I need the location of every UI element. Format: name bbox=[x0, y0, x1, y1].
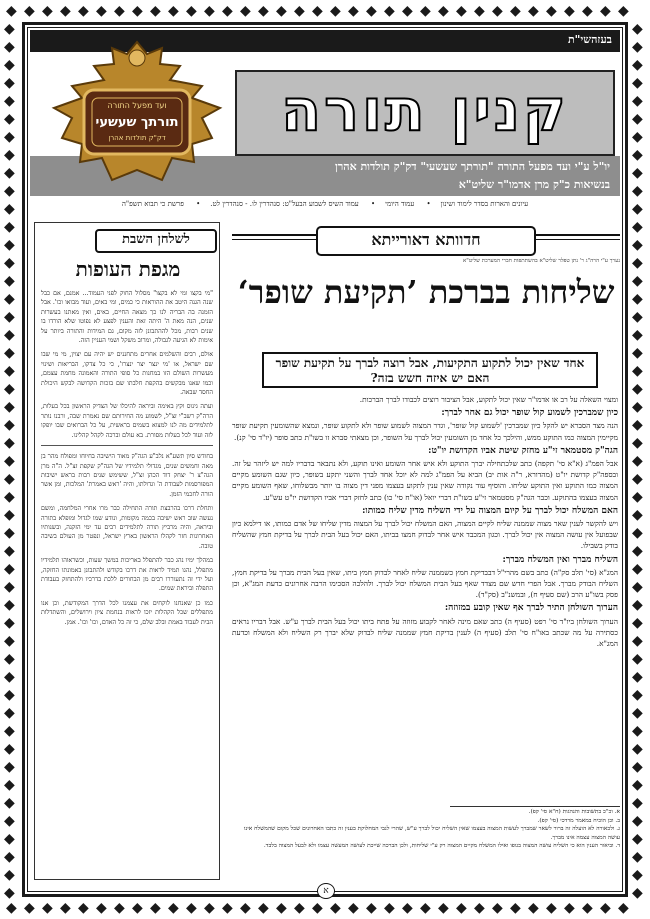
ornament-diamond: ◆ bbox=[96, 900, 107, 916]
section-heading: השליח מברך ואין המשלח מברך: bbox=[502, 554, 618, 565]
ornament-diamond: ◆ bbox=[632, 849, 643, 865]
section-heading: הגה"ק מסטמאר זי"ע מחזק שיטת אביו הקדושת יו"ט: bbox=[428, 445, 618, 456]
ornament-diamond: ◆ bbox=[474, 900, 485, 916]
ornament-diamond: ◆ bbox=[4, 687, 15, 703]
ornament-diamond: ◆ bbox=[632, 489, 643, 505]
ornament-diamond: ◆ bbox=[4, 147, 15, 163]
ornament-diamond: ◆ bbox=[402, 900, 413, 916]
crest-logo bbox=[42, 38, 232, 188]
ornament-diamond: ◆ bbox=[438, 900, 449, 916]
ornament-diamond: ◆ bbox=[4, 129, 15, 145]
ornament-diamond: ◆ bbox=[4, 597, 15, 613]
ornament-diamond: ◆ bbox=[4, 111, 15, 127]
sidebar-title: מגפת העופות bbox=[75, 257, 181, 281]
ornament-diamond: ◆ bbox=[312, 3, 323, 19]
ornament-diamond: ◆ bbox=[4, 705, 15, 721]
subtitle-line-1: יו"ל ע"י ועד מפעל התורה "תורתך שעשעי" דק"ק תולדות אהרן bbox=[335, 160, 610, 173]
ornament-diamond: ◆ bbox=[632, 507, 643, 523]
ornament-diamond: ◆ bbox=[632, 273, 643, 289]
logo-bottom-text: דק"ק תולדות אהרן bbox=[108, 134, 166, 142]
ornament-diamond: ◆ bbox=[632, 57, 643, 73]
sidebar-body bbox=[41, 289, 213, 873]
ornament-diamond: ◆ bbox=[4, 273, 15, 289]
ornament-diamond: ◆ bbox=[632, 723, 643, 739]
sidebar-divider bbox=[41, 445, 213, 446]
ornament-diamond: ◆ bbox=[150, 3, 161, 19]
ornament-diamond: ◆ bbox=[632, 75, 643, 91]
ornament-diamond: ◆ bbox=[114, 900, 125, 916]
sidebar-paragraph: כמו כן שאנחנו לוקחים את עצמנו לכל הדרך המקודשת, וכן אנו מתפללים שכל הקהלות יזכו לראות בנחמת ציון וירושלים, והשתדלות הבית לעבוד באמת ובלב שלם, כי זה כל האדם, וכו' וכו'. אמן. bbox=[41, 599, 213, 626]
ornament-diamond: ◆ bbox=[348, 900, 359, 916]
ornament-diamond: ◆ bbox=[632, 813, 643, 829]
ornament-diamond: ◆ bbox=[582, 900, 593, 916]
ornament-diamond: ◆ bbox=[222, 900, 233, 916]
ornament-diamond: ◆ bbox=[4, 327, 15, 343]
ornament-diamond: ◆ bbox=[276, 3, 287, 19]
ornament-diamond: ◆ bbox=[632, 705, 643, 721]
ornament-diamond: ◆ bbox=[42, 900, 53, 916]
ornament-diamond: ◆ bbox=[294, 3, 305, 19]
ornament-diamond: ◆ bbox=[632, 129, 643, 145]
editor-note: נערך ע"י הרה"ג ר' נתן טפלר שליט"א בהשתתפות חברי המערכת שליט"א bbox=[463, 258, 620, 264]
ornament-diamond: ◆ bbox=[4, 435, 15, 451]
credit-item: פרשת כי תבוא תשפ"ה bbox=[121, 200, 184, 208]
ornament-diamond: ◆ bbox=[582, 3, 593, 19]
ornament-diamond: ◆ bbox=[4, 723, 15, 739]
ornament-diamond: ◆ bbox=[618, 3, 629, 19]
ornament-diamond: ◆ bbox=[186, 3, 197, 19]
title-box bbox=[235, 70, 615, 156]
ornament-diamond: ◆ bbox=[564, 900, 575, 916]
ornament-diamond: ◆ bbox=[632, 21, 643, 37]
ornament-diamond: ◆ bbox=[632, 111, 643, 127]
ornament-diamond: ◆ bbox=[438, 3, 449, 19]
ornament-diamond: ◆ bbox=[632, 417, 643, 433]
credit-item: עמוד היומי bbox=[385, 200, 415, 208]
ornament-diamond: ◆ bbox=[510, 3, 521, 19]
ornament-diamond: ◆ bbox=[632, 219, 643, 235]
ornament-diamond: ◆ bbox=[632, 651, 643, 667]
ornament-diamond: ◆ bbox=[4, 93, 15, 109]
ornament-diamond: ◆ bbox=[78, 900, 89, 916]
ornament-diamond: ◆ bbox=[632, 597, 643, 613]
main-tab-bar bbox=[232, 226, 620, 254]
ornament-diamond: ◆ bbox=[276, 900, 287, 916]
ornament-diamond: ◆ bbox=[632, 147, 643, 163]
ornament-diamond: ◆ bbox=[330, 900, 341, 916]
ornament-diamond: ◆ bbox=[546, 900, 557, 916]
ornament-diamond: ◆ bbox=[402, 3, 413, 19]
ornament-diamond: ◆ bbox=[456, 3, 467, 19]
ornament-diamond: ◆ bbox=[4, 219, 15, 235]
footnotes bbox=[232, 808, 620, 866]
ornament-diamond: ◆ bbox=[632, 759, 643, 775]
ornament-diamond: ◆ bbox=[4, 867, 15, 883]
ornament-diamond: ◆ bbox=[4, 471, 15, 487]
section-heading: כיון שמברכין לשמוע קול שופר יכול גם אחר לברך: bbox=[441, 408, 618, 419]
page-number: א bbox=[317, 883, 335, 899]
credits-line: עיונים והארות בסדר לימוד ושינון• עמוד היומי• עמוד השיס לשבוע הבעל"ט: סנהדרין לו. - סנהדרין לט.• פרשת כי תבוא תשפ"ה bbox=[121, 200, 529, 208]
ornament-diamond: ◆ bbox=[384, 3, 395, 19]
ornament-diamond: ◆ bbox=[4, 291, 15, 307]
ornament-diamond: ◆ bbox=[632, 633, 643, 649]
ornament-diamond: ◆ bbox=[474, 3, 485, 19]
ornament-diamond: ◆ bbox=[204, 3, 215, 19]
ornament-diamond: ◆ bbox=[632, 255, 643, 271]
ornament-diamond: ◆ bbox=[632, 363, 643, 379]
ornament-diamond: ◆ bbox=[6, 900, 17, 916]
section-heading: הערוך השולחן התיר לברך אף שאין קובע במזוזה: bbox=[444, 603, 618, 614]
ornament-diamond: ◆ bbox=[632, 867, 643, 883]
ornament-diamond: ◆ bbox=[632, 345, 643, 361]
section-text: ויש להקשר לענין שאר מצוה שממנה שליח לקיים המצוה, האם המשלח יכול לברך על המצוה מדין שליחו של אדם כמותו, או דילמא כיון שבפועל אין עושה המצוה אין יכול לברך. וכגון המכבד איש אחר לבדוק חמצו בביתו, האם יכול בעל הבית לברך על בדיקת חמץ שהשליח בודק בשבילו. bbox=[232, 519, 618, 551]
ornament-diamond: ◆ bbox=[4, 885, 15, 901]
ornament-diamond: ◆ bbox=[6, 3, 17, 19]
sidebar-column bbox=[34, 222, 220, 880]
ornament-diamond: ◆ bbox=[4, 651, 15, 667]
section-text: אבל הפמ"ג (א"א סי' תקפה) כתב שלכתחילה יברך התוקע ולא איש אחר השומע ואינו תוקע, ולא נתבאר בדבריו למה יש ליזהר על זה. ובספה"ק קדושת יו"ט (מהדורא, ר"ה אות יב) הביא על הפמ"ג למה לא יוכל אחד לברך והשני יתקע בשופר, כיון שגם השומע מקיים המצוה כמו התוקע ואין התוקע שליחו. והוסיף עוד נקודה שאין ענין לתקוע בעצמו מפני דין מצוה בו יותר מבשלוחו, שאף השומע מקיים המצוה בעצמו בהתוקע. וכבר הגה"ק מסטמאר זי"ע בשו"ת דברי יואל (או"ח סי' כו) כתב לחזק דברי אביו הקדושת יו"ט עש"ע. bbox=[232, 459, 618, 502]
ornament-diamond: ◆ bbox=[632, 399, 643, 415]
ornament-diamond: ◆ bbox=[258, 900, 269, 916]
ornament-diamond: ◆ bbox=[632, 777, 643, 793]
ornament-diamond: ◆ bbox=[348, 3, 359, 19]
sidebar-paragraph: אולם, רבים והשלמים אחרים מתחננים יש יהיה עם יצוין, מי מי שבו שם ישראל, או 'מי ינצר יצר ינצרו', כי כל צדקו, הבריאות ושינוי מעשרות השולם הזו במחנות כל סופי התורה והאמונה מחמת עצמם, וכמו שאנו מבקשים בהקפת חלבתו שם בזכות הקדושה לבקש היכולת החסד שבאה. bbox=[41, 351, 213, 397]
ornament-diamond: ◆ bbox=[492, 900, 503, 916]
ornament-diamond: ◆ bbox=[60, 3, 71, 19]
footnote: ב. וכן הוכיח במאמר מרדכי (סי' קפ). bbox=[537, 817, 620, 824]
ornament-diamond: ◆ bbox=[4, 507, 15, 523]
ornament-diamond: ◆ bbox=[456, 900, 467, 916]
ornament-diamond: ◆ bbox=[618, 900, 629, 916]
ornament-diamond: ◆ bbox=[632, 579, 643, 595]
logo-main-text: תורתך שעשעי bbox=[95, 115, 179, 130]
ornament-diamond: ◆ bbox=[4, 525, 15, 541]
ornament-diamond: ◆ bbox=[240, 900, 251, 916]
ornament-diamond: ◆ bbox=[168, 3, 179, 19]
ornament-diamond: ◆ bbox=[632, 687, 643, 703]
ornament-diamond: ◆ bbox=[330, 3, 341, 19]
ornament-diamond: ◆ bbox=[632, 471, 643, 487]
main-section-tab: חדוותא דאורייתא bbox=[316, 226, 536, 256]
ornament-diamond: ◆ bbox=[4, 165, 15, 181]
ornament-diamond: ◆ bbox=[4, 237, 15, 253]
ornament-diamond: ◆ bbox=[366, 3, 377, 19]
ornament-diamond: ◆ bbox=[632, 93, 643, 109]
ornament-diamond: ◆ bbox=[4, 633, 15, 649]
ornament-diamond: ◆ bbox=[42, 3, 53, 19]
ornament-diamond: ◆ bbox=[632, 453, 643, 469]
ornament-diamond: ◆ bbox=[632, 885, 643, 901]
ornament-diamond: ◆ bbox=[632, 831, 643, 847]
ornament-diamond: ◆ bbox=[632, 615, 643, 631]
ornament-diamond: ◆ bbox=[78, 3, 89, 19]
sidebar-paragraph: "מי בקצו ומי לא בקצו" מסלול החוק לפני העמוד... אמנם, אם כבל שנה הגנה היטב את ההוראות כי כמים, ומי באים, ועוד מבואו וכו'. אבל הזמנה בה הבריה לנו כך מצאה החיים, באים, ואין מאתנו בעשרות שנים, הנה מאת ה' היתה זאת והענין לפצע לא נפוטו שלא הורדו בו שנים רבות, מכל לההתבונן לזה מקום, גם המידות והתורה ביותר על אימות לא הגיעה לגבולה, ומרוב משקל ושמי העניין הזה. bbox=[41, 290, 213, 345]
ornament-diamond: ◆ bbox=[96, 3, 107, 19]
ornament-diamond: ◆ bbox=[632, 561, 643, 577]
ornament-diamond: ◆ bbox=[186, 900, 197, 916]
ornament-diamond: ◆ bbox=[150, 900, 161, 916]
ornament-diamond: ◆ bbox=[632, 291, 643, 307]
credit-item: עמוד השיס לשבוע הבעל"ט: סנהדרין לו. - סנהדרין לט. bbox=[210, 200, 359, 208]
ornament-diamond: ◆ bbox=[632, 525, 643, 541]
section-heading: האם המשלח יכול לברך על קיום המצוה על ידי השליח מדין שליח כמותו: bbox=[362, 505, 618, 516]
ornament-diamond: ◆ bbox=[632, 309, 643, 325]
ornament-diamond: ◆ bbox=[4, 543, 15, 559]
ornament-diamond: ◆ bbox=[632, 183, 643, 199]
ornament-diamond: ◆ bbox=[384, 900, 395, 916]
ornament-diamond: ◆ bbox=[4, 741, 15, 757]
ornament-diamond: ◆ bbox=[4, 75, 15, 91]
ornament-diamond: ◆ bbox=[4, 777, 15, 793]
article-intro: ומצוי השאלה על רב או אדמו"ר שאין יכול לתקוע, אבל הציבור רוצים לכבודו לברך הברכות. bbox=[359, 395, 618, 404]
ornament-diamond: ◆ bbox=[4, 795, 15, 811]
ornament-diamond: ◆ bbox=[528, 3, 539, 19]
ornament-diamond: ◆ bbox=[168, 900, 179, 916]
ornament-diamond: ◆ bbox=[4, 759, 15, 775]
footnote: ג. ולכאורה לא הועלה זה ברור לשאר שמברך לעשות המצוה בעצמו שאין השליח יכול לברך ע"ש, שהרי לגבי המחלוקת בענין זה כתבו האחרונים שכל מקום שהמשלח אינו עושה המצוה עצמה אינו מברך. bbox=[243, 826, 620, 841]
ornament-diamond: ◆ bbox=[132, 3, 143, 19]
ornament-diamond: ◆ bbox=[24, 900, 35, 916]
ornament-diamond: ◆ bbox=[420, 900, 431, 916]
ornament-diamond: ◆ bbox=[4, 183, 15, 199]
sidebar-paragraph: ותחלת דרכו בהרבצת תורה התחילה כבר מרו אחרי המלחמה, ומשם נעשה שוב ראש ישיבה בכמה מקומות, ונודע שמו לגדול ומופלא בתורה וביראה, והיה מרביץ תורה לתלמידים רבים עד ימי הזקנה, ובשנותיו האחרונות חזר לקהלו הראשון בארץ ישראל, ונפטר מן העולם בשיבה טובה. bbox=[41, 505, 213, 550]
ornament-diamond: ◆ bbox=[222, 3, 233, 19]
article-body bbox=[232, 394, 618, 850]
question-box: אחד שאין יכול לתקוע התקיעות, אבל רוצה לברך על תקיעת שופר האם יש איזה חשש בזה? bbox=[262, 352, 598, 388]
ornament-diamond: ◆ bbox=[4, 57, 15, 73]
ornament-diamond: ◆ bbox=[4, 417, 15, 433]
ornament-diamond: ◆ bbox=[4, 813, 15, 829]
subtitle-line-2: בנשיאות כ"ק מרן אדמו"ר שליט"א bbox=[458, 178, 610, 191]
ornament-diamond: ◆ bbox=[4, 615, 15, 631]
ornament-diamond: ◆ bbox=[4, 309, 15, 325]
masthead bbox=[30, 30, 620, 200]
article-headline: שליחות בברכת ’תקיעת שופר‘ bbox=[237, 273, 615, 311]
ornament-diamond: ◆ bbox=[4, 669, 15, 685]
ornament-diamond: ◆ bbox=[4, 399, 15, 415]
logo-top-text: ועד מפעל התורה bbox=[107, 101, 167, 110]
credit-item: עיונים והארות בסדר לימוד ושינון bbox=[440, 200, 529, 208]
footnote-rule bbox=[450, 806, 620, 807]
ornament-diamond: ◆ bbox=[4, 849, 15, 865]
ornament-diamond: ◆ bbox=[600, 900, 611, 916]
ornament-diamond: ◆ bbox=[632, 165, 643, 181]
sidebar-paragraph: במהלך ימיו נהג כבר להתפלל באריכות במשך שעות, וכשראוהו תלמידיו מתפלל, נהגו תמיד לראות את דרכו בקודש ולהתבונן באמונתו החזקה, ועל ידי זה נתעוררו רבים מן הבחורים ללכת בדרכיו ולהתחזק בעבודת התפלה וביראת שמים. bbox=[41, 557, 213, 593]
ornament-diamond: ◆ bbox=[4, 561, 15, 577]
ornament-diamond: ◆ bbox=[632, 237, 643, 253]
footnote: ד. וביאור הענין הוא כי השליח עושה המצוה בגופו ואילו המשלח מקיים המצוה רק ע"י שליחות, ולכן הברכה שייכת לעושה המעשה עצמו ולא לבעל המצוה בלבד. bbox=[263, 843, 620, 849]
ornament-diamond: ◆ bbox=[4, 579, 15, 595]
ornament-diamond: ◆ bbox=[204, 900, 215, 916]
ornament-diamond: ◆ bbox=[492, 3, 503, 19]
sidebar-paragraph: ועתה גינוס וקץ באימה וביראה להיכלו של הצדיק הראשון בכל בעלות, הרה"ק רשב"י זצ"ל, לשמוע מה החירותם שם נאמרת שבה, ורבנו נותר לתלמידים מה לנו למצוא בשמים בראשית, על כל הברואים שבו יופקו לזה ועוד לכל בעלות מסורת. בא עולם וברכה לקהל קהלינו. bbox=[41, 403, 213, 439]
ornament-diamond: ◆ bbox=[528, 900, 539, 916]
ornament-diamond: ◆ bbox=[632, 669, 643, 685]
ornament-diamond: ◆ bbox=[632, 795, 643, 811]
section-text: הנה מצד הסברא יש להקל כיון שמברכין 'לשמוע קול שופר', וגדר המצוה לשמוע שופר ולא לתקוע שופר, ונמצא שהשומעין תקיעת שופר מקיימין המצוה כמו התוקע ממש, והילכך כל אחד מן השומעין יכול לברך על השופר, וכן מצאתי סברא זו בשו"ת כתב סופר (יו"ד סי' קנ). bbox=[232, 421, 618, 442]
ornament-diamond: ◆ bbox=[132, 900, 143, 916]
masthead-date: בעזהשי"ת bbox=[567, 33, 612, 46]
ornament-diamond: ◆ bbox=[4, 201, 15, 217]
ornament-diamond: ◆ bbox=[632, 435, 643, 451]
sidebar-paragraph: בחודש סיון תשע"א נלב"ע הגה"ק מאוד הישיבה בחיוחו ומפולח מהר בן מאה וחמשים שנים, מגדולי תלמידיו של הגה"ק שקפת זצ"ל. ה"ה מרן הגה"צ ר' יצחק דוד הכהן זצ"ל, ששימש שנים רבות בראש ישיבות המפורסמות לעבודת ה' וגדולתו, והיה 'ראש באמרת' המלכות, ומן אשר הורה לחכמי הזמן. bbox=[41, 453, 213, 498]
ornament-diamond: ◆ bbox=[4, 21, 15, 37]
ornament-diamond: ◆ bbox=[632, 741, 643, 757]
ornament-diamond: ◆ bbox=[632, 201, 643, 217]
footnote: א. וכ"כ בתשובות והנהגות (ח"א סי' קפ). bbox=[528, 809, 620, 815]
ornament-diamond: ◆ bbox=[632, 543, 643, 559]
ornament-diamond: ◆ bbox=[4, 489, 15, 505]
sidebar-tab: לשלחן השבת bbox=[95, 229, 217, 253]
ornament-diamond: ◆ bbox=[366, 900, 377, 916]
ornament-diamond: ◆ bbox=[312, 900, 323, 916]
section-text: המג"א (סי' תלב סק"ה) כתב בשם מהרי"ל דבבדיקת חמץ כשממנה שליח לאחר לבדוק חמץ ביתו, שאין בעל הבית מברך על בדיקת חמץ, השליח הבודק מברך. אבל הפרי חדש שם מצדד שאף בעל הבית המשלח יכול לברך. ולהלכה הסכימו הרבה אחרונים כדעת המג"א, וכן פסק בשו"ע הרב (שם סעיף ח), ובמשנ"ב (סק"ד). bbox=[232, 567, 618, 600]
ornament-diamond: ◆ bbox=[4, 345, 15, 361]
ornament-diamond: ◆ bbox=[294, 900, 305, 916]
ornament-diamond: ◆ bbox=[546, 3, 557, 19]
ornament-diamond: ◆ bbox=[4, 453, 15, 469]
ornament-diamond: ◆ bbox=[632, 39, 643, 55]
ornament-diamond: ◆ bbox=[4, 831, 15, 847]
ornament-diamond: ◆ bbox=[60, 900, 71, 916]
ornament-diamond: ◆ bbox=[600, 3, 611, 19]
ornament-diamond: ◆ bbox=[240, 3, 251, 19]
ornament-diamond: ◆ bbox=[632, 381, 643, 397]
ornament-diamond: ◆ bbox=[24, 3, 35, 19]
ornament-diamond: ◆ bbox=[4, 39, 15, 55]
ornament-diamond: ◆ bbox=[4, 255, 15, 271]
ornament-diamond: ◆ bbox=[4, 363, 15, 379]
newsletter-title: קנין תורה bbox=[281, 76, 569, 144]
ornament-diamond: ◆ bbox=[420, 3, 431, 19]
ornament-diamond: ◆ bbox=[510, 900, 521, 916]
main-article bbox=[232, 222, 620, 882]
ornament-diamond: ◆ bbox=[114, 3, 125, 19]
ornament-diamond: ◆ bbox=[4, 381, 15, 397]
section-text: הערוך השולחן ביו"ד סי' רפט (סעיף ה) כתב שאם מינה לאחר לקבוע מזוזה על פתח ביתו יכול בעל הבית לברך ע"ש. אבל דבריו נראים כסתירה על מה שכתב באו"ח סי' תלב (סעיף ה) לענין בדיקת חמץ שממנה שליח לבדוק שלא יברך רק השליח ולא המשלח וכדעת המג"א. bbox=[232, 616, 618, 649]
ornament-diamond: ◆ bbox=[632, 327, 643, 343]
ornament-diamond: ◆ bbox=[258, 3, 269, 19]
ornament-diamond: ◆ bbox=[564, 3, 575, 19]
